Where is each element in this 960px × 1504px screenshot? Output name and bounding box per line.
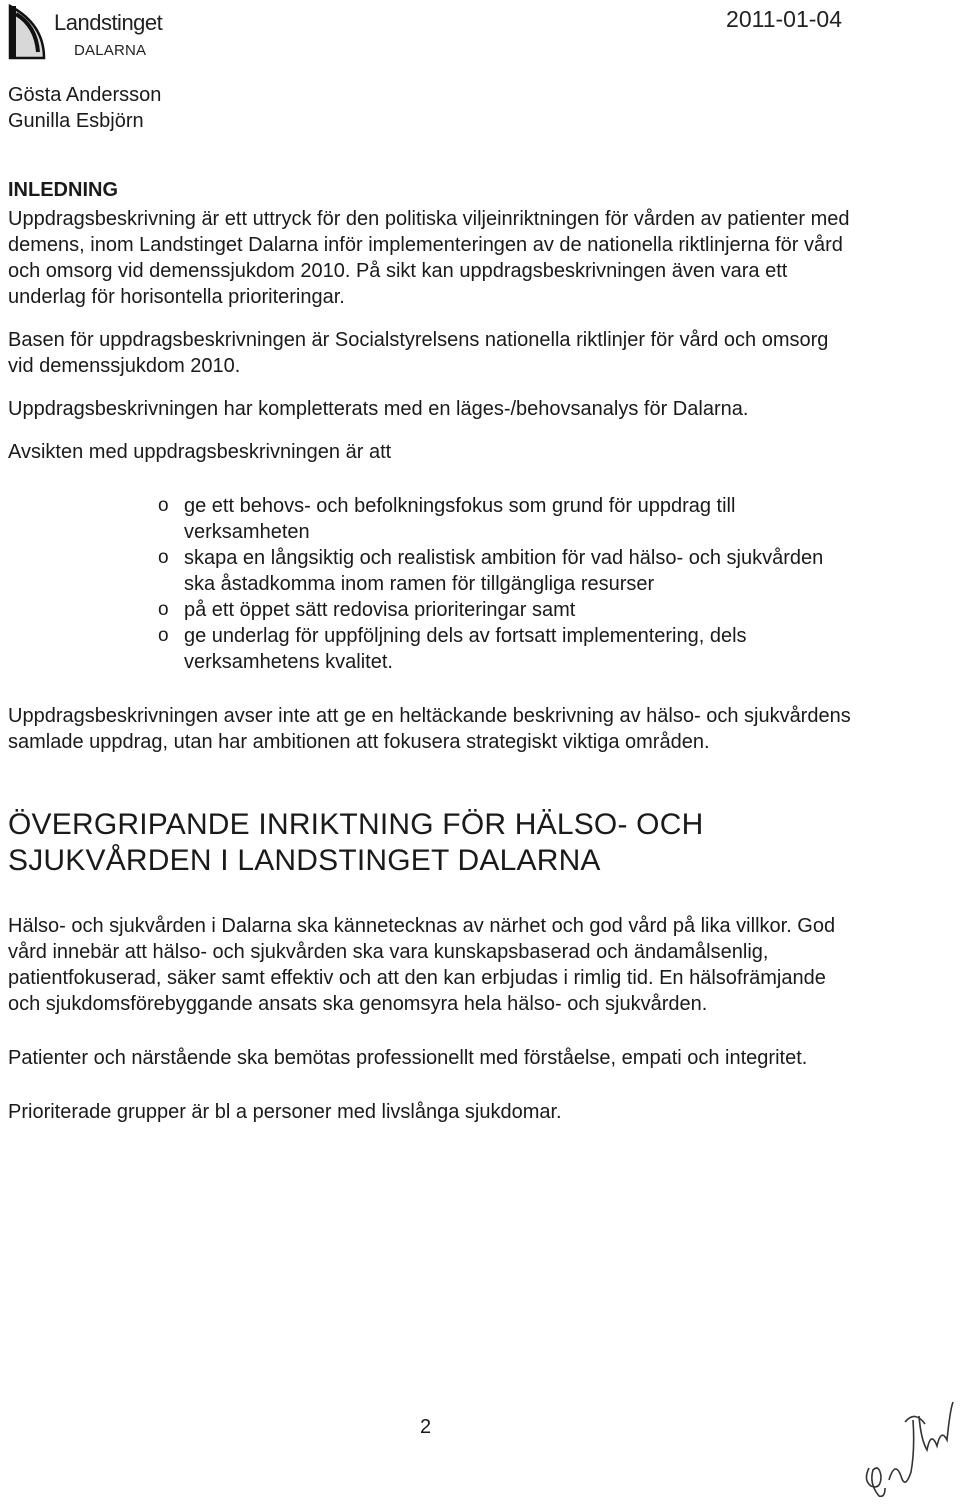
bullet-marker: o bbox=[158, 547, 169, 568]
paragraph: Prioriterade grupper är bl a personer med livslånga sjukdomar. bbox=[8, 1101, 562, 1123]
document-date: 2011-01-04 bbox=[726, 6, 842, 32]
handwritten-signature bbox=[855, 1380, 955, 1500]
paragraph: Uppdragsbeskrivningen har kompletterats med en läges-/behovsanalys för Dalarna. bbox=[8, 398, 749, 420]
list-item: o på ett öppet sätt redovisa prioriteringar samt bbox=[158, 599, 576, 621]
author-name: Gunilla Esbjörn bbox=[8, 110, 144, 132]
landstinget-logo-icon bbox=[8, 4, 48, 60]
bullet-marker: o bbox=[158, 599, 169, 620]
author-list bbox=[8, 82, 161, 134]
logo-name: Landstinget bbox=[54, 10, 163, 35]
paragraph: Hälso- och sjukvården i Dalarna ska kännetecknas av närhet och god vård på lika villkor. God vård innebär att hälso- och sjukvården ska vara kunskapsbaserad och ändamålsenlig, patientfokuserad, säker samt effektiv och att den kan erbjudas i rimlig tid. En hälsofrämjande och sjukdomsförebyggande ansats ska genomsyra hela hälso- och sjukvården. bbox=[8, 915, 836, 1015]
section-heading-overall: ÖVERGRIPANDE INRIKTNING FÖR HÄLSO- OCH SJUKVÅRDEN I LANDSTINGET DALARNA bbox=[8, 808, 704, 877]
bullet-marker: o bbox=[158, 495, 169, 516]
paragraph: Basen för uppdragsbeskrivningen är Socialstyrelsens nationella riktlinjer för vård och omsorg vid demenssjukdom 2010. bbox=[8, 329, 829, 377]
paragraph: Uppdragsbeskrivning är ett uttryck för den politiska viljeinriktningen för vården av patienter med demens, inom Landstinget Dalarna inför implementeringen av de nationella riktlinjerna för vård och omsorg vid demenssjukdom 2010. På sikt kan uppdragsbeskrivningen även vara ett underlag för horisontella prioriteringar. bbox=[8, 208, 850, 308]
list-item: o skapa en långsiktig och realistisk ambition för vad hälso- och sjukvården ska åstadkomma inom ramen för tillgängliga resurser bbox=[158, 547, 824, 595]
document-body bbox=[8, 177, 858, 1125]
author-name: Gösta Andersson bbox=[8, 84, 162, 106]
paragraph: Uppdragsbeskrivningen avser inte att ge en heltäckande beskrivning av hälso- och sjukvårdens samlade uppdrag, utan har ambitionen att fokusera strategiskt viktiga områden. bbox=[8, 705, 851, 753]
paragraph: Avsikten med uppdragsbeskrivningen är att bbox=[8, 441, 392, 463]
purpose-list bbox=[8, 493, 858, 675]
bullet-marker: o bbox=[158, 625, 169, 646]
list-item: o ge ett behovs- och befolkningsfokus som grund för uppdrag till verksamheten bbox=[158, 495, 736, 543]
section-heading-intro: INLEDNING bbox=[8, 179, 118, 201]
paragraph: Patienter och närstående ska bemötas professionellt med förståelse, empati och integritet. bbox=[8, 1047, 808, 1069]
page-number: 2 bbox=[420, 1416, 432, 1438]
list-item: o ge underlag för uppföljning dels av fortsatt implementering, dels verksamhetens kvalitet. bbox=[158, 625, 747, 673]
logo-region: DALARNA bbox=[74, 42, 147, 59]
landstinget-logo bbox=[8, 4, 168, 66]
